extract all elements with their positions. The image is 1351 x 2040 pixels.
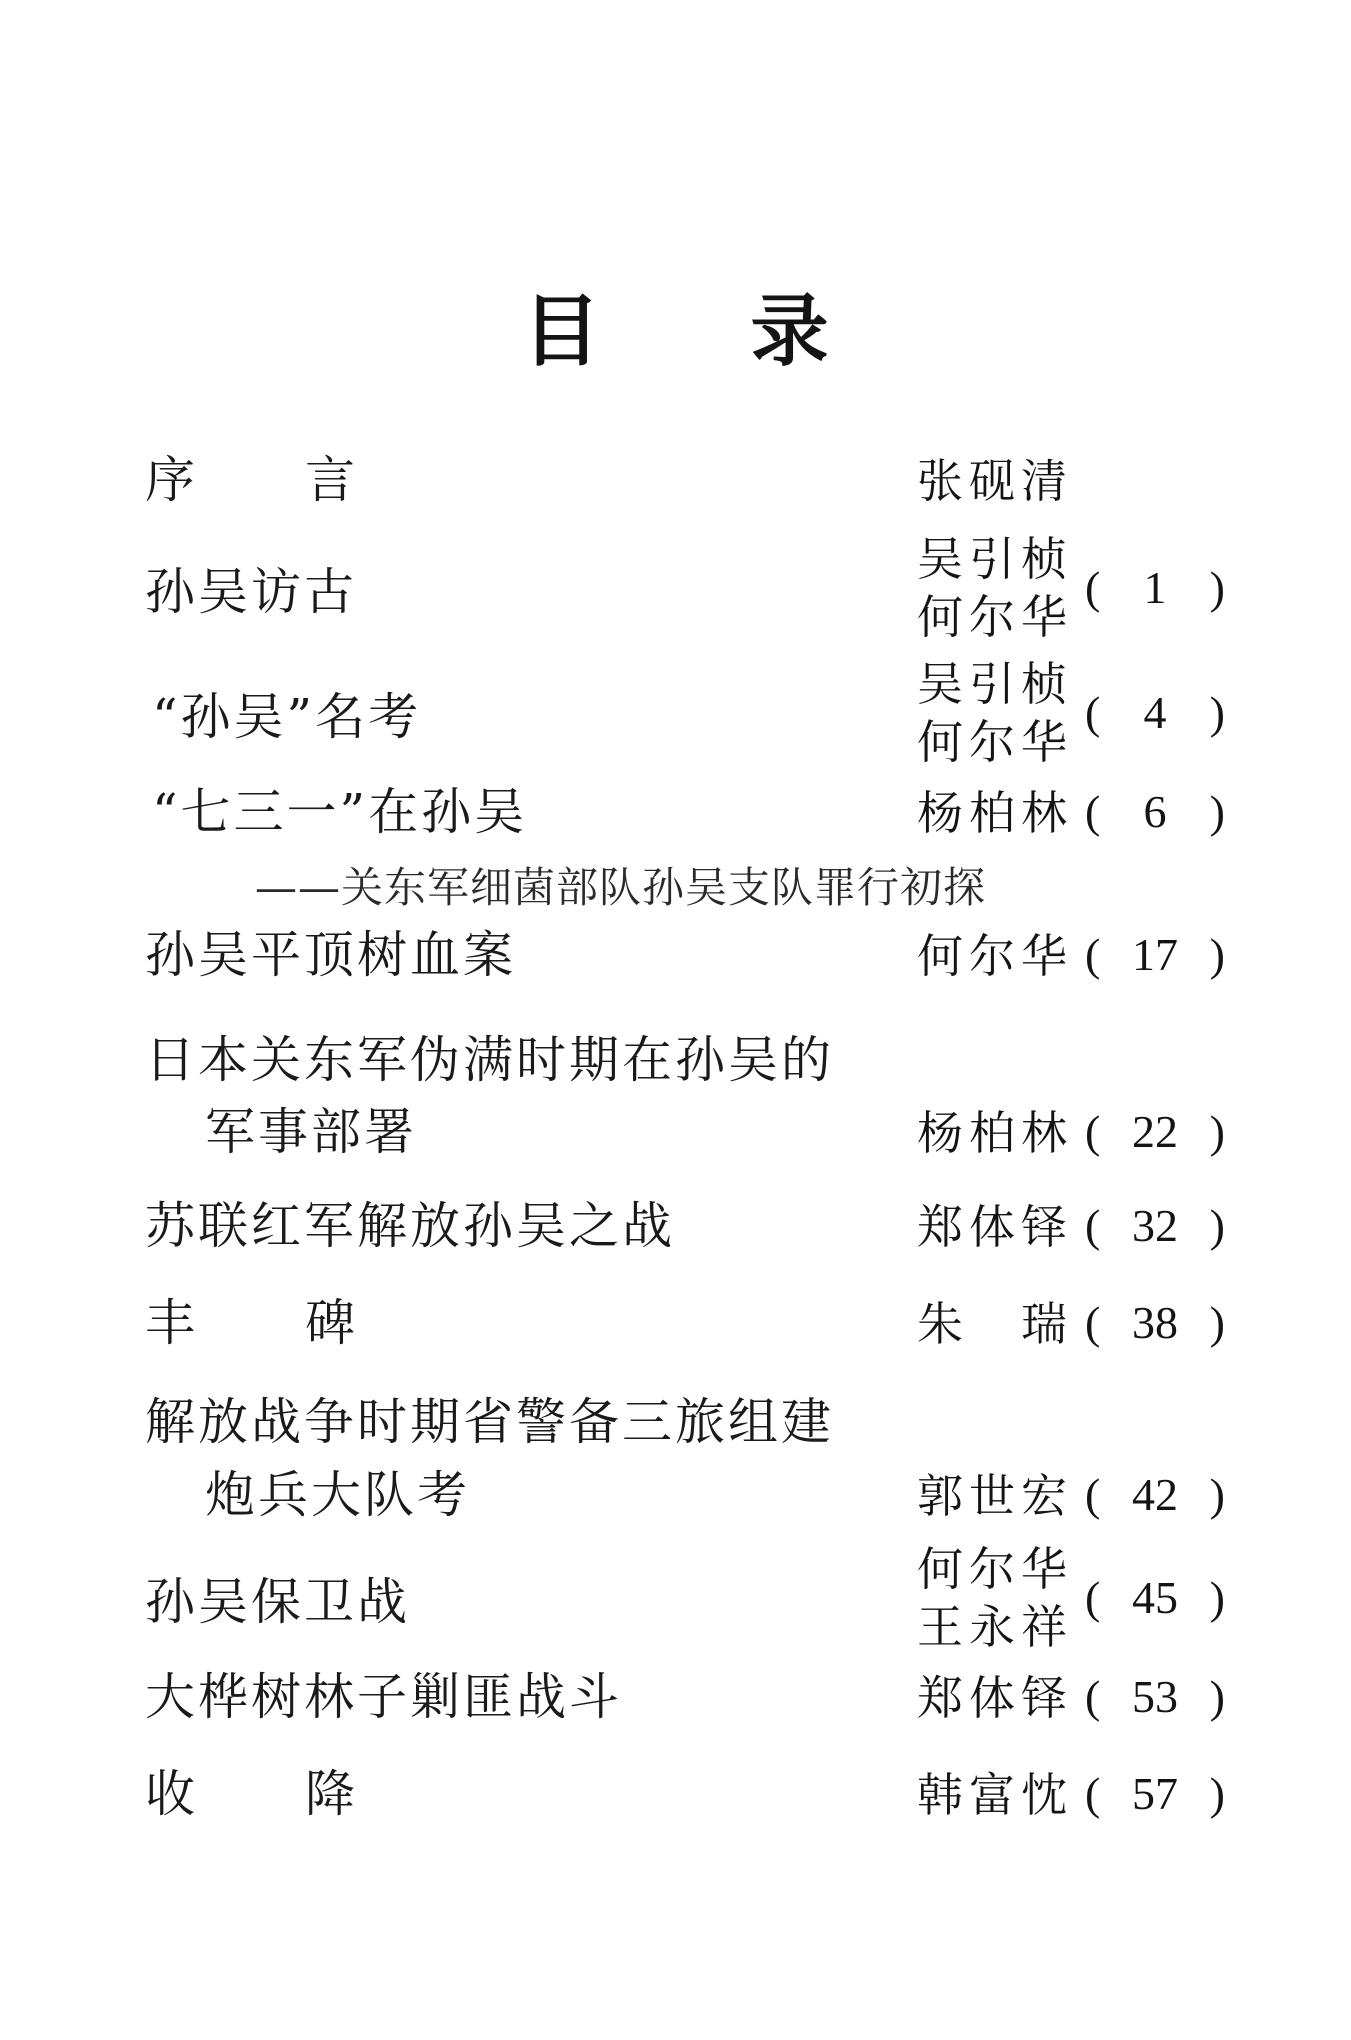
- paren-open: (: [1085, 1768, 1101, 1819]
- paren-open: (: [1085, 687, 1101, 738]
- page-value: 32: [1132, 1200, 1178, 1251]
- page-value: 6: [1143, 786, 1167, 837]
- page-value: 22: [1132, 1106, 1178, 1157]
- entry-authors: [917, 1766, 1080, 1824]
- entry-title: 孙吴保卫战: [145, 1573, 410, 1631]
- entry-page-number: [1085, 1102, 1225, 1162]
- entry-page-number: [1085, 782, 1225, 842]
- paren-open: (: [1085, 1469, 1101, 1520]
- page-value: 4: [1143, 687, 1167, 738]
- author: 郭世宏: [917, 1469, 1073, 1523]
- entry-title-a: 收: [145, 1765, 198, 1823]
- page-value: 38: [1132, 1297, 1178, 1348]
- entry-title-b: 言: [305, 451, 358, 509]
- paren-open: (: [1085, 786, 1101, 837]
- page-value: 57: [1132, 1768, 1178, 1819]
- entry-authors: [917, 1467, 1080, 1525]
- entry-title: 苏联红军解放孙吴之战: [145, 1197, 675, 1255]
- author: 吴引桢: [917, 532, 1073, 586]
- entry-title: 孙吴平顶树血案: [145, 926, 516, 984]
- page-title-left: 目: [522, 286, 601, 377]
- paren-open: (: [1085, 1297, 1101, 1348]
- entry-authors: [917, 1198, 1080, 1256]
- entry-title-b: 降: [305, 1765, 358, 1823]
- entry-title-a: 丰: [145, 1294, 198, 1352]
- author: 郑体铎: [917, 1200, 1073, 1254]
- paren-close: ): [1209, 1297, 1225, 1348]
- entry-page-number: [1085, 558, 1225, 618]
- author: 韩富忱: [917, 1768, 1073, 1822]
- paren-open: (: [1085, 1106, 1101, 1157]
- entry-title: “七三一”在孙吴: [152, 783, 528, 841]
- paren-open: (: [1085, 562, 1101, 613]
- author: 王永祥: [917, 1600, 1073, 1654]
- entry-page-number: [1085, 1568, 1225, 1628]
- entry-authors: [917, 927, 1080, 985]
- paren-close: ): [1209, 1768, 1225, 1819]
- entry-subtitle: ——关东军细菌部队孙吴支队罪行初探: [255, 863, 987, 912]
- page-title: [0, 282, 1351, 382]
- entry-title-b: 碑: [305, 1294, 358, 1352]
- entry-title-line2: 炮兵大队考: [205, 1466, 470, 1524]
- entry-page-number: [1085, 1764, 1225, 1824]
- entry-title-a: 序: [145, 451, 198, 509]
- paren-close: ): [1209, 562, 1225, 613]
- entry-page-number: [1085, 1465, 1225, 1525]
- entry-authors: [917, 655, 1080, 771]
- paren-close: ): [1209, 687, 1225, 738]
- paren-close: ): [1209, 1469, 1225, 1520]
- entry-authors: [917, 1540, 1080, 1656]
- paren-close: ): [1209, 929, 1225, 980]
- author: 张砚清: [917, 454, 1073, 508]
- entry-page-number: [1085, 1196, 1225, 1256]
- page-title-right: 录: [750, 286, 829, 377]
- author: 郑体铎: [917, 1671, 1073, 1725]
- paren-close: ): [1209, 1106, 1225, 1157]
- entry-page-number: [1085, 925, 1225, 985]
- entry-page-number: [1085, 1293, 1225, 1353]
- entry-authors: [917, 530, 1080, 646]
- entry-page-number: [1085, 683, 1225, 743]
- entry-title: 孙吴访古: [145, 563, 357, 621]
- author: 何尔华: [917, 715, 1073, 769]
- paren-open: (: [1085, 1572, 1101, 1623]
- page-value: 45: [1132, 1572, 1178, 1623]
- paren-open: (: [1085, 1671, 1101, 1722]
- author: 杨柏林: [917, 1106, 1073, 1160]
- paren-open: (: [1085, 929, 1101, 980]
- page-value: 1: [1143, 562, 1167, 613]
- entry-title: “孙吴”名考: [152, 688, 422, 746]
- page-value: 17: [1132, 929, 1178, 980]
- author: 何尔华: [917, 590, 1073, 644]
- entry-title: 大桦树林子剿匪战斗: [145, 1668, 622, 1726]
- page-value: 42: [1132, 1469, 1178, 1520]
- entry-page-number: [1085, 1667, 1225, 1727]
- entry-title: 解放战争时期省警备三旅组建: [145, 1393, 834, 1451]
- entry-authors: [917, 1669, 1080, 1727]
- paren-open: (: [1085, 1200, 1101, 1251]
- page-value: 53: [1132, 1671, 1178, 1722]
- author: 何尔华: [917, 1542, 1073, 1596]
- paren-close: ): [1209, 1200, 1225, 1251]
- entry-authors: [917, 1295, 1080, 1353]
- entry-authors: [917, 452, 1080, 510]
- author: 朱 瑞: [917, 1297, 1073, 1351]
- entry-title-line2: 军事部署: [205, 1103, 417, 1161]
- author: 何尔华: [917, 929, 1073, 983]
- author: 吴引桢: [917, 657, 1073, 711]
- entry-authors: [917, 784, 1080, 842]
- entry-authors: [917, 1104, 1080, 1162]
- paren-close: ): [1209, 1671, 1225, 1722]
- paren-close: ): [1209, 1572, 1225, 1623]
- paren-close: ): [1209, 786, 1225, 837]
- author: 杨柏林: [917, 786, 1073, 840]
- entry-title: 日本关东军伪满时期在孙吴的: [145, 1031, 834, 1089]
